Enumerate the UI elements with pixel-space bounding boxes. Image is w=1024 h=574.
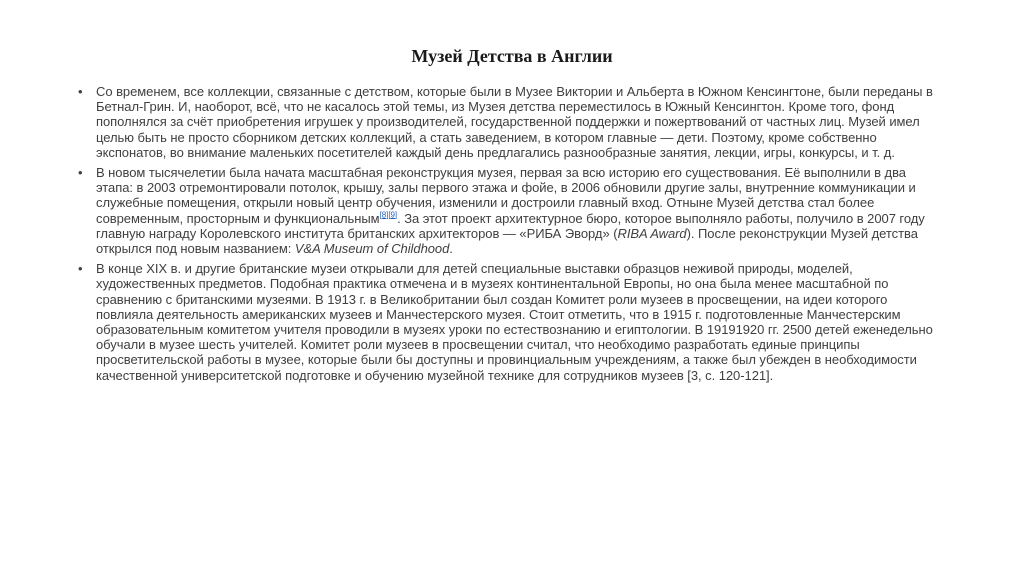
bullet-paragraph-history xyxy=(78,261,940,383)
bullet-marker: • xyxy=(78,165,83,181)
paragraph-text-continued: ). После реконструкции Музей детства открылся под новым названием: xyxy=(96,225,918,257)
paragraph-text-end: . xyxy=(449,241,453,257)
slide-content xyxy=(78,84,940,388)
footnote-link-9[interactable]: [9] xyxy=(388,210,398,220)
paragraph-text: Со временем, все коллекции, связанные с детством, которые были в Музее Виктории и Альберта в Южном Кенсингтоне, были переданы в Бетнал-Грин. И, наоборот, всё, что не касалось этой темы, из Музея детства переместилось в Южный Кенсингтон. Кроме того, фонд пополнялся за счёт приобретения игрушек у производителей, государственной поддержки и пожертвований от частных лиц. Музей имел целью быть не просто сборником детских коллекций, а стать заведением, в котором главные — дети. Поэтому, кроме собственно экспонатов, во внимание маленьких посетителей каждый день предлагались разнообразные занятия, лекции, игры, конкурсы, и т. д. xyxy=(96,84,933,160)
footnote-link-8[interactable]: [8] xyxy=(379,210,389,220)
bullet-marker: • xyxy=(78,84,83,99)
paragraph-text: В конце XIX в. и другие британские музеи открывали для детей специальные выставки образцов неживой природы, моделей, художественных предметов. Подобная практика отмечена и в музеях континентальной Европы, но она была менее масштабной по сравнению с британскими музеями. В 1913 г. в Великобритании был создан Комитет роли музеев в просвещении, на идеи которого повлияла деятельность американских музеев и Манчестерского музея. Стоит отметить, что в 1915 г. подготовленные Манчестерским образовательным комитетом учителя проводили в музеях уроки по естествознанию и египтологии. В 19191920 гг. 2500 детей еженедельно обучали в музее шесть учителей. Комитет роли музеев в просвещении считал, что необходимо разработать единые принципы просветительской работы в музее, которые были бы доступны и провинциальным учреждениям, а также был убежден в необходимости качественной университетской подготовке и обучению музейной технике для сотрудников музеев [3, с. 120-121]. xyxy=(96,261,933,383)
paragraph-text-continued: . За этот проект архитектурное бюро, которое выполняло работы, получило в 2007 году главную награду Королевского института британских архитекторов — «РИБА Эворд» ( xyxy=(96,210,925,241)
bullet-paragraph-collections xyxy=(78,84,940,160)
award-name-english: RIBA Award xyxy=(617,225,687,241)
bullet-paragraph-reconstruction xyxy=(78,165,940,256)
slide-title: Музей Детства в Англии xyxy=(411,46,613,66)
museum-new-name: V&A Museum of Childhood xyxy=(294,241,450,257)
paragraph-text: В новом тысячелетии была начата масштабная реконструкция музея, первая за всю историю его существования. Её выполнили в два этапа: в 2003 отремонтировали потолок, крышу, залы первого этажа и фойе, в 2006 обновили другие залы, внутренние коммуникации и служебные помещения, открыли новый центр обучения, изменили и достроили главный вход. Отныне Музей детства стал более современным, просторным и функциональным xyxy=(96,165,916,226)
bullet-marker: • xyxy=(78,261,83,277)
